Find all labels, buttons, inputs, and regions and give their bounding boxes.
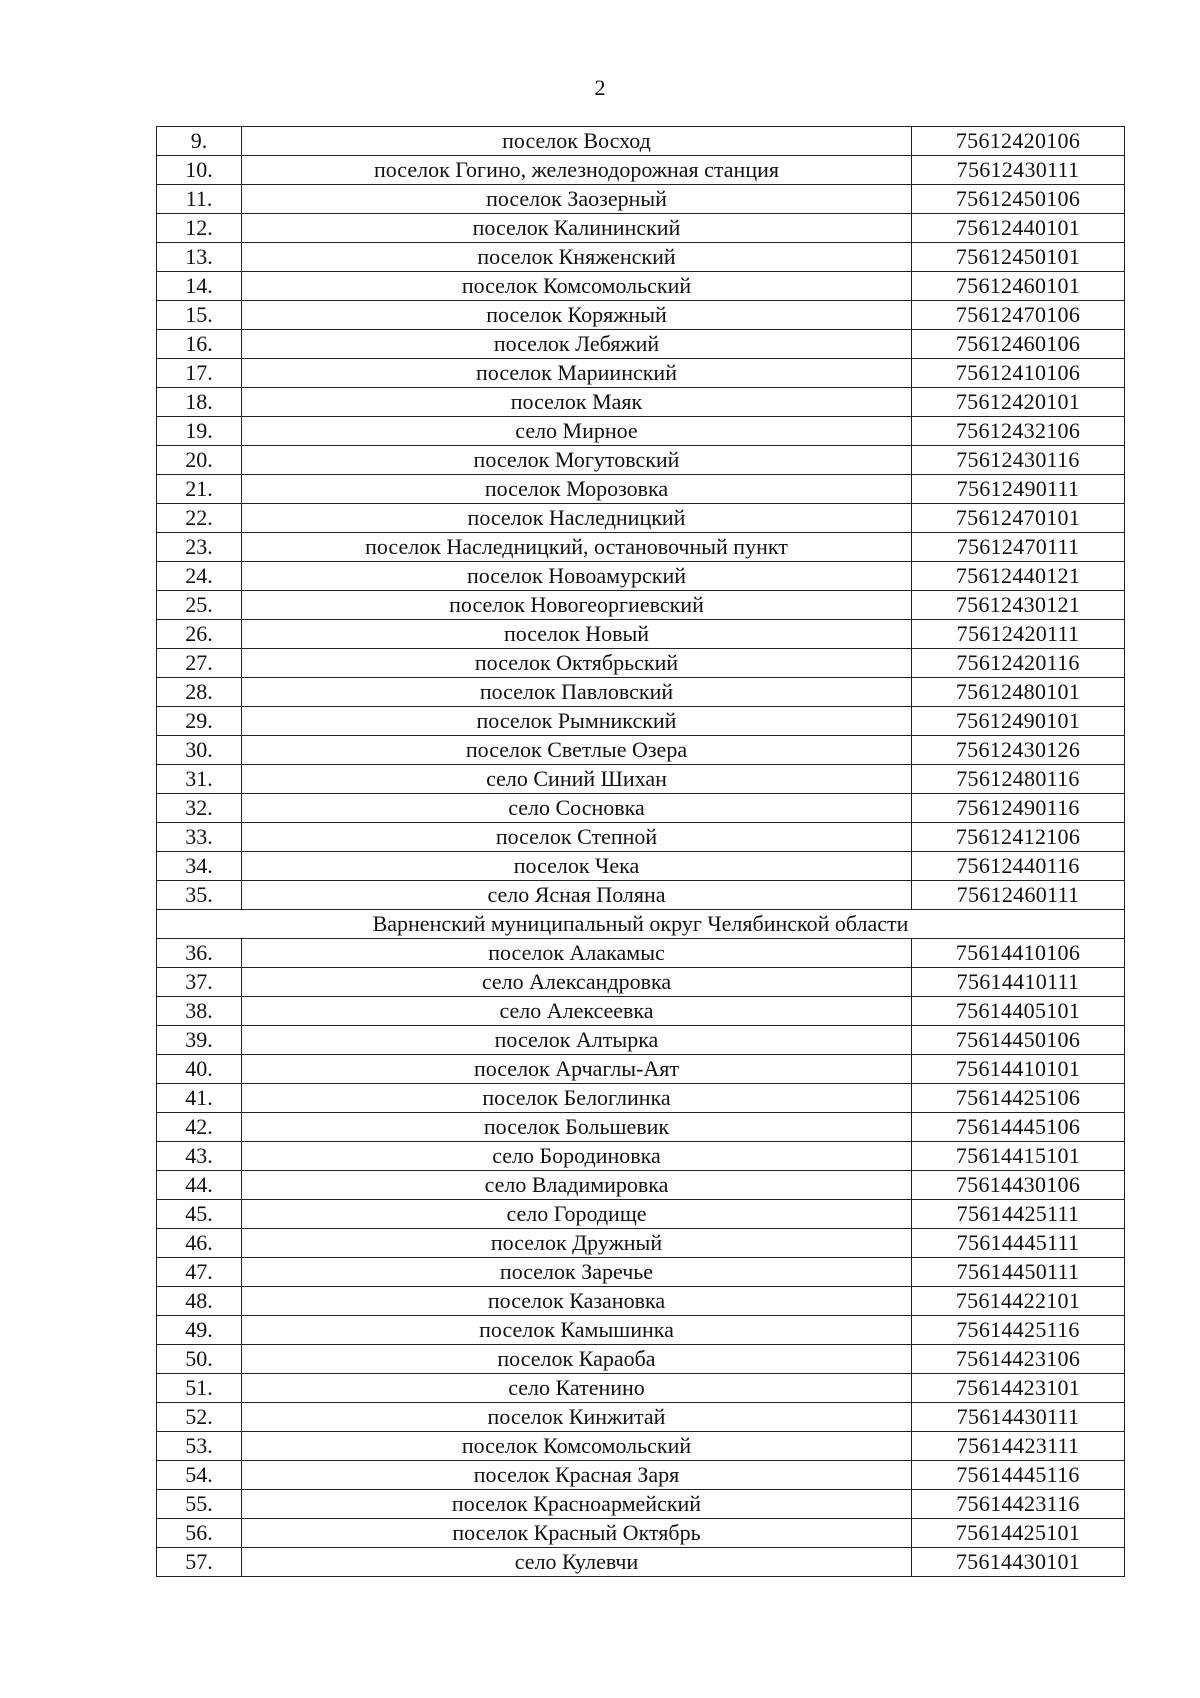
table-row bbox=[157, 301, 1125, 330]
settlement-name: поселок Калининский bbox=[242, 214, 912, 243]
row-number: 24. bbox=[157, 562, 242, 591]
oktmo-code: 75614425101 bbox=[912, 1519, 1125, 1548]
oktmo-code: 75612430121 bbox=[912, 591, 1125, 620]
settlement-name: поселок Коряжный bbox=[242, 301, 912, 330]
table-body-part2 bbox=[157, 939, 1125, 1577]
oktmo-code: 75614415101 bbox=[912, 1142, 1125, 1171]
table-row bbox=[157, 1026, 1125, 1055]
oktmo-code: 75612440116 bbox=[912, 852, 1125, 881]
settlement-name: поселок Красная Заря bbox=[242, 1461, 912, 1490]
oktmo-code: 75612460106 bbox=[912, 330, 1125, 359]
table-row bbox=[157, 852, 1125, 881]
oktmo-code: 75612420101 bbox=[912, 388, 1125, 417]
settlement-name: поселок Рымникский bbox=[242, 707, 912, 736]
settlement-name: поселок Красный Октябрь bbox=[242, 1519, 912, 1548]
row-number: 39. bbox=[157, 1026, 242, 1055]
row-number: 18. bbox=[157, 388, 242, 417]
row-number: 17. bbox=[157, 359, 242, 388]
settlement-name: село Бородиновка bbox=[242, 1142, 912, 1171]
table-row bbox=[157, 765, 1125, 794]
settlement-name: село Ясная Поляна bbox=[242, 881, 912, 910]
settlements-table bbox=[156, 126, 1125, 1577]
settlement-name: поселок Морозовка bbox=[242, 475, 912, 504]
settlement-name: поселок Степной bbox=[242, 823, 912, 852]
oktmo-code: 75614425111 bbox=[912, 1200, 1125, 1229]
row-number: 21. bbox=[157, 475, 242, 504]
settlement-name: поселок Караоба bbox=[242, 1345, 912, 1374]
settlement-name: поселок Новоамурский bbox=[242, 562, 912, 591]
table-row bbox=[157, 1084, 1125, 1113]
settlement-name: поселок Кинжитай bbox=[242, 1403, 912, 1432]
table-row bbox=[157, 475, 1125, 504]
row-number: 12. bbox=[157, 214, 242, 243]
oktmo-code: 75614410111 bbox=[912, 968, 1125, 997]
oktmo-code: 75612480116 bbox=[912, 765, 1125, 794]
row-number: 20. bbox=[157, 446, 242, 475]
settlement-name: поселок Восход bbox=[242, 127, 912, 156]
oktmo-code: 75612470111 bbox=[912, 533, 1125, 562]
settlement-name: поселок Новый bbox=[242, 620, 912, 649]
section-header-group bbox=[157, 910, 1125, 939]
oktmo-code: 75612460111 bbox=[912, 881, 1125, 910]
row-number: 10. bbox=[157, 156, 242, 185]
settlement-name: поселок Красноармейский bbox=[242, 1490, 912, 1519]
oktmo-code: 75612420106 bbox=[912, 127, 1125, 156]
row-number: 37. bbox=[157, 968, 242, 997]
table-row bbox=[157, 388, 1125, 417]
settlement-name: поселок Мариинский bbox=[242, 359, 912, 388]
table-row bbox=[157, 1113, 1125, 1142]
table-row bbox=[157, 185, 1125, 214]
row-number: 50. bbox=[157, 1345, 242, 1374]
table-row bbox=[157, 1490, 1125, 1519]
settlement-name: поселок Заозерный bbox=[242, 185, 912, 214]
table-row bbox=[157, 1345, 1125, 1374]
table-row bbox=[157, 1519, 1125, 1548]
table-row bbox=[157, 968, 1125, 997]
oktmo-code: 75614430111 bbox=[912, 1403, 1125, 1432]
settlement-name: село Кулевчи bbox=[242, 1548, 912, 1577]
row-number: 29. bbox=[157, 707, 242, 736]
oktmo-code: 75612420111 bbox=[912, 620, 1125, 649]
settlement-name: поселок Октябрьский bbox=[242, 649, 912, 678]
row-number: 22. bbox=[157, 504, 242, 533]
oktmo-code: 75614430106 bbox=[912, 1171, 1125, 1200]
oktmo-code: 75612490101 bbox=[912, 707, 1125, 736]
oktmo-code: 75612430126 bbox=[912, 736, 1125, 765]
settlement-name: поселок Наследницкий bbox=[242, 504, 912, 533]
table-row bbox=[157, 243, 1125, 272]
settlement-name: село Алексеевка bbox=[242, 997, 912, 1026]
row-number: 35. bbox=[157, 881, 242, 910]
table-row bbox=[157, 707, 1125, 736]
page-number: 2 bbox=[594, 75, 606, 100]
oktmo-code: 75614430101 bbox=[912, 1548, 1125, 1577]
table-row bbox=[157, 1461, 1125, 1490]
oktmo-code: 75612450101 bbox=[912, 243, 1125, 272]
table-row bbox=[157, 794, 1125, 823]
row-number: 51. bbox=[157, 1374, 242, 1403]
row-number: 25. bbox=[157, 591, 242, 620]
oktmo-code: 75614422101 bbox=[912, 1287, 1125, 1316]
settlement-name: поселок Наследницкий, остановочный пункт bbox=[242, 533, 912, 562]
oktmo-code: 75614425106 bbox=[912, 1084, 1125, 1113]
row-number: 23. bbox=[157, 533, 242, 562]
table-body-part1 bbox=[157, 127, 1125, 910]
oktmo-code: 75614450106 bbox=[912, 1026, 1125, 1055]
settlement-name: поселок Алакамыс bbox=[242, 939, 912, 968]
settlement-name: поселок Камышинка bbox=[242, 1316, 912, 1345]
table-row bbox=[157, 1374, 1125, 1403]
table-row bbox=[157, 562, 1125, 591]
oktmo-code: 75614423116 bbox=[912, 1490, 1125, 1519]
row-number: 16. bbox=[157, 330, 242, 359]
settlement-name: поселок Заречье bbox=[242, 1258, 912, 1287]
row-number: 32. bbox=[157, 794, 242, 823]
table-row bbox=[157, 330, 1125, 359]
settlement-name: село Синий Шихан bbox=[242, 765, 912, 794]
settlement-name: поселок Светлые Озера bbox=[242, 736, 912, 765]
row-number: 27. bbox=[157, 649, 242, 678]
row-number: 26. bbox=[157, 620, 242, 649]
oktmo-code: 75614410106 bbox=[912, 939, 1125, 968]
settlement-name: поселок Гогино, железнодорожная станция bbox=[242, 156, 912, 185]
oktmo-code: 75614445111 bbox=[912, 1229, 1125, 1258]
row-number: 34. bbox=[157, 852, 242, 881]
oktmo-code: 75612490116 bbox=[912, 794, 1125, 823]
settlement-name: село Катенино bbox=[242, 1374, 912, 1403]
oktmo-code: 75612470106 bbox=[912, 301, 1125, 330]
row-number: 56. bbox=[157, 1519, 242, 1548]
section-header-municipality: Варненский муниципальный округ Челябинской области bbox=[157, 910, 1125, 939]
settlement-name: поселок Маяк bbox=[242, 388, 912, 417]
table-row bbox=[157, 1403, 1125, 1432]
oktmo-code: 75614405101 bbox=[912, 997, 1125, 1026]
settlement-name: поселок Княженский bbox=[242, 243, 912, 272]
table-row bbox=[157, 1142, 1125, 1171]
table-row bbox=[157, 504, 1125, 533]
oktmo-code: 75612410106 bbox=[912, 359, 1125, 388]
row-number: 53. bbox=[157, 1432, 242, 1461]
table-row bbox=[157, 533, 1125, 562]
table-row bbox=[157, 1055, 1125, 1084]
oktmo-code: 75612432106 bbox=[912, 417, 1125, 446]
table-row bbox=[157, 649, 1125, 678]
table-row bbox=[157, 939, 1125, 968]
table-row bbox=[157, 997, 1125, 1026]
oktmo-code: 75612490111 bbox=[912, 475, 1125, 504]
oktmo-code: 75614410101 bbox=[912, 1055, 1125, 1084]
settlement-name: поселок Большевик bbox=[242, 1113, 912, 1142]
row-number: 13. bbox=[157, 243, 242, 272]
row-number: 31. bbox=[157, 765, 242, 794]
oktmo-code: 75612430111 bbox=[912, 156, 1125, 185]
settlement-name: поселок Чека bbox=[242, 852, 912, 881]
row-number: 15. bbox=[157, 301, 242, 330]
oktmo-code: 75612450106 bbox=[912, 185, 1125, 214]
row-number: 11. bbox=[157, 185, 242, 214]
oktmo-code: 75612412106 bbox=[912, 823, 1125, 852]
table-row bbox=[157, 214, 1125, 243]
oktmo-code: 75612440121 bbox=[912, 562, 1125, 591]
settlement-name: село Мирное bbox=[242, 417, 912, 446]
section-header-row bbox=[157, 910, 1125, 939]
oktmo-code: 75612440101 bbox=[912, 214, 1125, 243]
oktmo-code: 75614423106 bbox=[912, 1345, 1125, 1374]
settlement-name: село Городище bbox=[242, 1200, 912, 1229]
row-number: 44. bbox=[157, 1171, 242, 1200]
oktmo-code: 75614423101 bbox=[912, 1374, 1125, 1403]
oktmo-code: 75612420116 bbox=[912, 649, 1125, 678]
row-number: 43. bbox=[157, 1142, 242, 1171]
row-number: 41. bbox=[157, 1084, 242, 1113]
settlement-name: поселок Павловский bbox=[242, 678, 912, 707]
row-number: 52. bbox=[157, 1403, 242, 1432]
oktmo-code: 75614450111 bbox=[912, 1258, 1125, 1287]
table-row bbox=[157, 881, 1125, 910]
table-row bbox=[157, 823, 1125, 852]
table-row bbox=[157, 591, 1125, 620]
settlement-name: поселок Комсомольский bbox=[242, 272, 912, 301]
table-row bbox=[157, 1287, 1125, 1316]
row-number: 54. bbox=[157, 1461, 242, 1490]
settlement-name: поселок Казановка bbox=[242, 1287, 912, 1316]
settlement-name: поселок Алтырка bbox=[242, 1026, 912, 1055]
settlement-name: село Сосновка bbox=[242, 794, 912, 823]
table-row bbox=[157, 1258, 1125, 1287]
table-row bbox=[157, 1548, 1125, 1577]
settlement-name: поселок Комсомольский bbox=[242, 1432, 912, 1461]
table-row bbox=[157, 678, 1125, 707]
settlement-name: поселок Арчаглы-Аят bbox=[242, 1055, 912, 1084]
row-number: 46. bbox=[157, 1229, 242, 1258]
row-number: 9. bbox=[157, 127, 242, 156]
table-row bbox=[157, 272, 1125, 301]
settlement-name: поселок Новогеоргиевский bbox=[242, 591, 912, 620]
row-number: 38. bbox=[157, 997, 242, 1026]
table-row bbox=[157, 1200, 1125, 1229]
row-number: 47. bbox=[157, 1258, 242, 1287]
table-row bbox=[157, 417, 1125, 446]
row-number: 33. bbox=[157, 823, 242, 852]
oktmo-code: 75614445116 bbox=[912, 1461, 1125, 1490]
oktmo-code: 75614423111 bbox=[912, 1432, 1125, 1461]
row-number: 40. bbox=[157, 1055, 242, 1084]
table-row bbox=[157, 1316, 1125, 1345]
oktmo-code: 75612430116 bbox=[912, 446, 1125, 475]
row-number: 48. bbox=[157, 1287, 242, 1316]
table-row bbox=[157, 1229, 1125, 1258]
row-number: 55. bbox=[157, 1490, 242, 1519]
settlement-name: поселок Лебяжий bbox=[242, 330, 912, 359]
table-row bbox=[157, 359, 1125, 388]
oktmo-code: 75612460101 bbox=[912, 272, 1125, 301]
settlement-name: поселок Дружный bbox=[242, 1229, 912, 1258]
table-row bbox=[157, 127, 1125, 156]
settlement-name: поселок Белоглинка bbox=[242, 1084, 912, 1113]
table-row bbox=[157, 620, 1125, 649]
row-number: 57. bbox=[157, 1548, 242, 1577]
settlement-name: поселок Могутовский bbox=[242, 446, 912, 475]
row-number: 42. bbox=[157, 1113, 242, 1142]
row-number: 30. bbox=[157, 736, 242, 765]
settlement-name: село Владимировка bbox=[242, 1171, 912, 1200]
oktmo-code: 75614445106 bbox=[912, 1113, 1125, 1142]
oktmo-code: 75614425116 bbox=[912, 1316, 1125, 1345]
row-number: 45. bbox=[157, 1200, 242, 1229]
settlement-name: село Александровка bbox=[242, 968, 912, 997]
row-number: 28. bbox=[157, 678, 242, 707]
row-number: 14. bbox=[157, 272, 242, 301]
oktmo-code: 75612470101 bbox=[912, 504, 1125, 533]
oktmo-code: 75612480101 bbox=[912, 678, 1125, 707]
table-row bbox=[157, 156, 1125, 185]
table-row bbox=[157, 1171, 1125, 1200]
row-number: 19. bbox=[157, 417, 242, 446]
row-number: 49. bbox=[157, 1316, 242, 1345]
table-row bbox=[157, 446, 1125, 475]
table-row bbox=[157, 736, 1125, 765]
table-row bbox=[157, 1432, 1125, 1461]
row-number: 36. bbox=[157, 939, 242, 968]
